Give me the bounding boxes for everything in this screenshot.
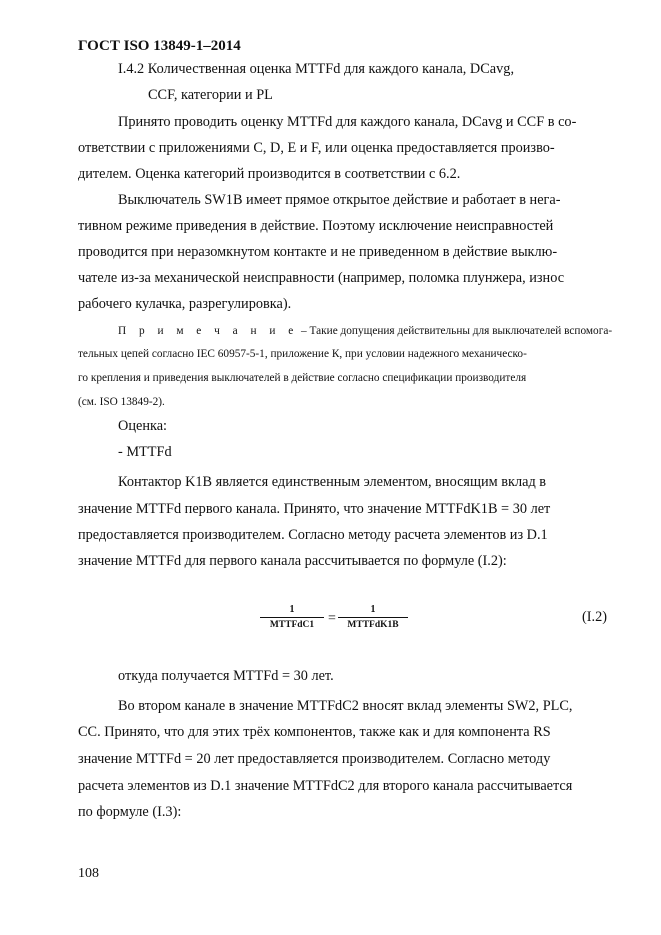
paragraph-1-line1: Принято проводить оценку MTTFd для каждого канала, DCavg и CCF в со- (118, 114, 577, 130)
paragraph-2-line5: рабочего кулачка, разрегулировка). (78, 296, 292, 312)
paragraph-2-line4: чателе из-за механической неисправности (например, поломка плунжера, износ (78, 270, 565, 286)
fraction-right-denominator: MTTFdK1B (347, 620, 399, 630)
fraction-left-numerator: 1 (289, 604, 295, 615)
paragraph-5-line3: значение MTTFd = 20 лет предоставляется производителем. Согласно методу (78, 751, 551, 767)
paragraph-3-line1: Контактор K1B является единственным элементом, вносящим вклад в (118, 474, 547, 490)
note-label: П р и м е ч а н и е (118, 325, 299, 337)
paragraph-2-line1: Выключатель SW1B имеет прямое открытое действие и работает в нега- (118, 192, 561, 208)
fraction-right-numerator: 1 (370, 604, 376, 615)
section-heading-line1: I.4.2 Количественная оценка MTTFd для каждого канала, DCavg, (118, 61, 515, 77)
paragraph-3-line4: значение MTTFd для первого канала рассчитывается по формуле (I.2): (78, 553, 507, 569)
fraction-left-denominator: MTTFdC1 (269, 620, 315, 630)
fraction-left-bar (260, 617, 324, 618)
paragraph-4: откуда получается MTTFd = 30 лет. (118, 668, 334, 684)
mttfd-list-item: - MTTFd (118, 444, 172, 460)
paragraph-1-line2: ответствии с приложениями С, D, Е и F, или оценка предоставляется произво- (78, 140, 555, 156)
equation-number: (I.2) (582, 609, 608, 625)
formula-i2 (260, 603, 410, 639)
note-line2: тельных цепей согласно IEC 60957-5-1, приложение К, при условии надежного механическо- (78, 348, 527, 360)
note-line3: го крепления и приведения выключателей в действие согласно спецификации производителя (78, 372, 527, 384)
paragraph-5-line4: расчета элементов из D.1 значение MTTFdC2 для второго канала рассчитывается (78, 778, 573, 794)
note-text-1: – Такие допущения действительны для выключателей вспомога- (298, 325, 613, 337)
section-heading-line2: CCF, категории и PL (148, 87, 273, 103)
fraction-right (338, 603, 408, 632)
paragraph-3-line3: предоставляется производителем. Согласно методу расчета элементов из D.1 (78, 527, 548, 543)
paragraph-2-line2: тивном режиме приведения в действие. Поэтому исключение неисправностей (78, 218, 554, 234)
note-line4: (см. ISO 13849-2). (78, 396, 165, 408)
note-line1 (78, 320, 613, 342)
paragraph-3-line2: значение MTTFd первого канала. Принято, что значение MTTFdK1B = 30 лет (78, 501, 551, 517)
assessment-label: Оценка: (118, 418, 168, 434)
paragraph-2-line3: проводится при неразомкнутом контакте и не приведенном в действие выклю- (78, 244, 558, 260)
paragraph-5-line5: по формуле (I.3): (78, 804, 182, 820)
fraction-left (260, 603, 324, 632)
equals-sign: = (328, 611, 336, 626)
page-number: 108 (78, 866, 99, 881)
fraction-right-bar (338, 617, 408, 618)
paragraph-5-line2: CC. Принято, что для этих трёх компонентов, также как и для компонента RS (78, 724, 551, 740)
paragraph-5-line1: Во втором канале в значение MTTFdC2 вносят вклад элементы SW2, PLC, (118, 698, 573, 714)
paragraph-1-line3: дителем. Оценка категорий производится в соответствии с 6.2. (78, 166, 461, 182)
document-header: ГОСТ ISO 13849-1–2014 (78, 38, 241, 54)
